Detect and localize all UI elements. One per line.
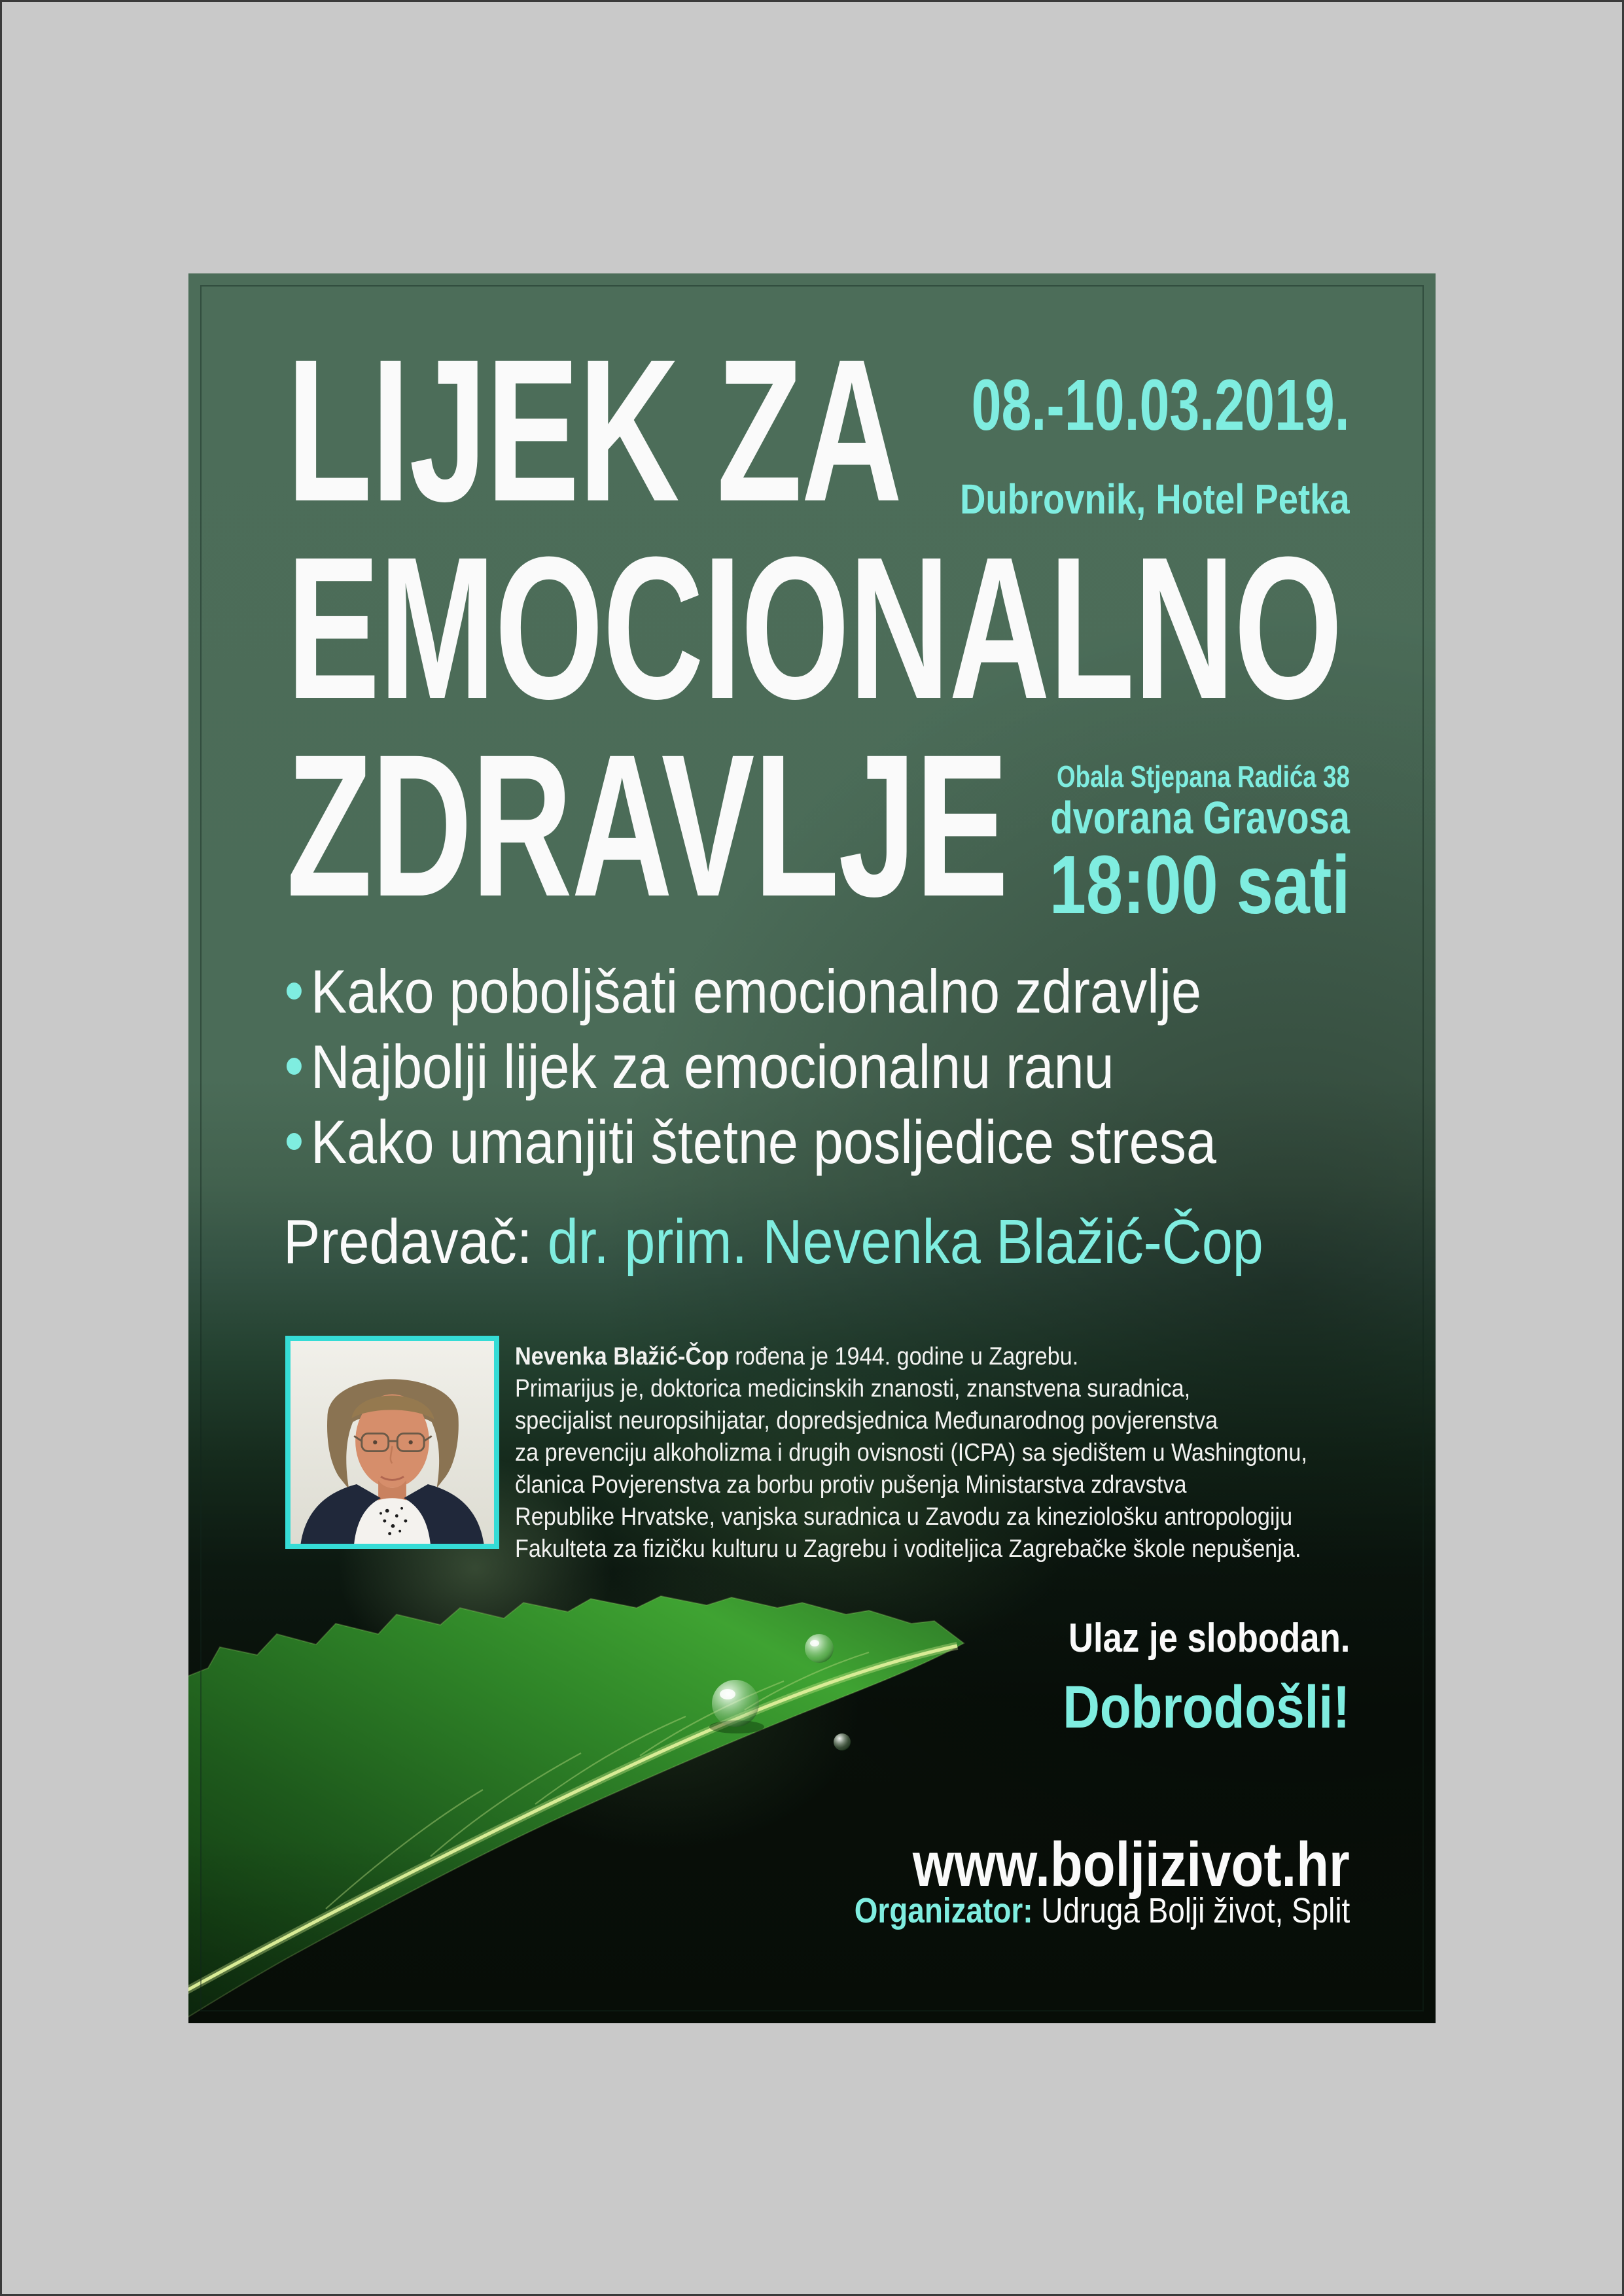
bio-line: specijalist neuropsihijatar, dopredsjednica Međunarodnog povjerenstva — [515, 1407, 1218, 1435]
event-poster — [188, 273, 1436, 2023]
topic-text: Kako umanjiti štetne posljedice stresa — [310, 1107, 1216, 1176]
free-entry-text: Ulaz je slobodan. — [1068, 1616, 1350, 1661]
bullet-dot-icon — [287, 1058, 302, 1075]
bio-text: rođena je 1944. godine u Zagrebu. — [728, 1343, 1079, 1370]
poster-title-line-1: LIJEK ZA — [287, 317, 902, 544]
topic-text: Najbolji lijek za emocionalnu ranu — [310, 1032, 1114, 1101]
lecturer-line — [283, 1206, 1397, 1278]
event-city-venue: Dubrovnik, Hotel Petka — [960, 476, 1350, 523]
bio-speaker-name: Nevenka Blažić-Čop — [515, 1343, 729, 1370]
lecturer-name: dr. prim. Nevenka Blažić-Čop — [547, 1207, 1263, 1277]
event-time: 18:00 sati — [1049, 839, 1350, 931]
water-drop — [834, 1733, 851, 1750]
website-url: www.boljizivot.hr — [913, 1830, 1350, 1900]
event-address: Obala Stjepana Radića 38 — [1057, 759, 1350, 793]
bio-line — [515, 1341, 1395, 1373]
bio-line: članica Povjerenstva za borbu protiv pušenja Ministarstva zdravstva — [515, 1471, 1187, 1499]
poster-title-line-2: EMOCIONALNO — [287, 514, 1342, 741]
topic-item — [287, 954, 1343, 1029]
poster-title-line-3: ZDRAVLJE — [287, 712, 1008, 939]
lecturer-label: Predavač: — [283, 1207, 548, 1277]
bullet-dot-icon — [287, 1133, 302, 1150]
topic-item — [287, 1104, 1343, 1179]
bio-line: Fakulteta za fizičku kulturu u Zagrebu i voditeljica Zagrebačke škole nepušenja. — [515, 1535, 1301, 1563]
event-hall: dvorana Gravosa — [1050, 792, 1350, 843]
bullet-dot-icon — [287, 983, 302, 1000]
speaker-photo — [285, 1336, 499, 1549]
water-drop — [712, 1680, 759, 1727]
bio-line: za prevenciju alkoholizma i drugih ovisnosti (ICPA) sa sjedištem u Washingtonu, — [515, 1439, 1307, 1467]
topics-list — [287, 954, 1343, 1179]
topic-text: Kako poboljšati emocionalno zdravlje — [310, 957, 1202, 1026]
organizer-name: Udruga Bolji život, Split — [1041, 1891, 1350, 1930]
leaf-photo — [188, 1582, 1042, 2023]
speaker-bio — [515, 1341, 1395, 1565]
event-dates: 08.-10.03.2019. — [972, 365, 1350, 445]
bio-line: Republike Hrvatske, vanjska suradnica u Zavodu za kineziološku antropologiju — [515, 1503, 1293, 1531]
water-drop — [805, 1634, 834, 1663]
organizer-line — [767, 1890, 1350, 1931]
organizer-label: Organizator: — [854, 1891, 1042, 1930]
welcome-text: Dobrodošli! — [1063, 1674, 1350, 1741]
bio-line: Primarijus je, doktorica medicinskih znanosti, znanstvena suradnica, — [515, 1375, 1191, 1402]
topic-item — [287, 1029, 1343, 1104]
